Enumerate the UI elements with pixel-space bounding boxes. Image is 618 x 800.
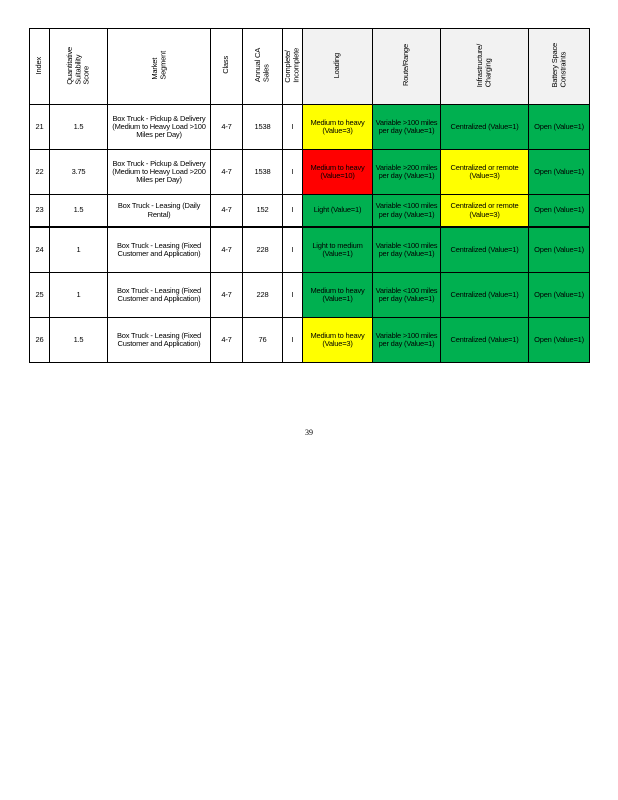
complete-cell: I: [283, 227, 303, 273]
route-cell: Variable >100 miles per day (Value=1): [373, 318, 441, 363]
index-cell: 24: [30, 227, 50, 273]
segment-cell: Box Truck - Pickup & Delivery (Medium to Heavy Load >100 Miles per Day): [108, 105, 211, 150]
score-cell: 1: [50, 273, 108, 318]
sales-cell: 1538: [243, 105, 283, 150]
index-cell: 21: [30, 105, 50, 150]
route-cell: Variable <100 miles per day (Value=1): [373, 227, 441, 273]
header-index: Index: [30, 29, 50, 105]
infra-cell: Centralized (Value=1): [441, 227, 529, 273]
class-cell: 4-7: [211, 105, 243, 150]
score-cell: 1.5: [50, 195, 108, 228]
index-cell: 25: [30, 273, 50, 318]
battery-cell: Open (Value=1): [529, 195, 590, 228]
segment-cell: Box Truck - Leasing (Fixed Customer and Application): [108, 318, 211, 363]
sales-cell: 228: [243, 273, 283, 318]
segment-cell: Box Truck - Leasing (Fixed Customer and Application): [108, 227, 211, 273]
battery-cell: Open (Value=1): [529, 105, 590, 150]
class-cell: 4-7: [211, 227, 243, 273]
class-cell: 4-7: [211, 318, 243, 363]
segment-cell: Box Truck - Pickup & Delivery (Medium to Heavy Load >200 Miles per Day): [108, 150, 211, 195]
header-complete: Complete/ Incomplete: [283, 29, 303, 105]
sales-cell: 1538: [243, 150, 283, 195]
class-cell: 4-7: [211, 150, 243, 195]
header-row: [30, 29, 590, 105]
class-cell: 4-7: [211, 195, 243, 228]
sales-cell: 152: [243, 195, 283, 228]
suitability-table: [29, 28, 590, 363]
loading-cell: Light (Value=1): [303, 195, 373, 228]
index-cell: 22: [30, 150, 50, 195]
route-cell: Variable >200 miles per day (Value=1): [373, 150, 441, 195]
loading-cell: Medium to heavy (Value=3): [303, 318, 373, 363]
infra-cell: Centralized or remote (Value=3): [441, 150, 529, 195]
table-row: [30, 195, 590, 228]
table-row: [30, 227, 590, 273]
page-number: 39: [305, 428, 313, 437]
complete-cell: I: [283, 105, 303, 150]
battery-cell: Open (Value=1): [529, 150, 590, 195]
table-row: [30, 318, 590, 363]
route-cell: Variable <100 miles per day (Value=1): [373, 273, 441, 318]
table-row: [30, 150, 590, 195]
table-row: [30, 273, 590, 318]
segment-cell: Box Truck - Leasing (Daily Rental): [108, 195, 211, 228]
route-cell: Variable <100 miles per day (Value=1): [373, 195, 441, 228]
complete-cell: I: [283, 273, 303, 318]
table-row: [30, 105, 590, 150]
complete-cell: I: [283, 318, 303, 363]
score-cell: 3.75: [50, 150, 108, 195]
score-cell: 1.5: [50, 105, 108, 150]
header-score: Quantitative Suitability Score: [50, 29, 108, 105]
infra-cell: Centralized (Value=1): [441, 105, 529, 150]
header-sales: Annual CA Sales: [243, 29, 283, 105]
complete-cell: I: [283, 150, 303, 195]
score-cell: 1: [50, 227, 108, 273]
header-loading: Loading: [303, 29, 373, 105]
header-segment: Market Segment: [108, 29, 211, 105]
infra-cell: Centralized or remote (Value=3): [441, 195, 529, 228]
header-battery: Battery Space Constraints: [529, 29, 590, 105]
battery-cell: Open (Value=1): [529, 273, 590, 318]
loading-cell: Medium to heavy (Value=3): [303, 105, 373, 150]
index-cell: 26: [30, 318, 50, 363]
battery-cell: Open (Value=1): [529, 227, 590, 273]
score-cell: 1.5: [50, 318, 108, 363]
header-route: Route/Range: [373, 29, 441, 105]
route-cell: Variable >100 miles per day (Value=1): [373, 105, 441, 150]
header-infra: Infrastructure/ Charging: [441, 29, 529, 105]
sales-cell: 76: [243, 318, 283, 363]
class-cell: 4-7: [211, 273, 243, 318]
complete-cell: I: [283, 195, 303, 228]
segment-cell: Box Truck - Leasing (Fixed Customer and Application): [108, 273, 211, 318]
sales-cell: 228: [243, 227, 283, 273]
battery-cell: Open (Value=1): [529, 318, 590, 363]
header-class: Class: [211, 29, 243, 105]
loading-cell: Medium to heavy (Value=1): [303, 273, 373, 318]
index-cell: 23: [30, 195, 50, 228]
infra-cell: Centralized (Value=1): [441, 318, 529, 363]
loading-cell: Light to medium (Value=1): [303, 227, 373, 273]
infra-cell: Centralized (Value=1): [441, 273, 529, 318]
loading-cell: Medium to heavy (Value=10): [303, 150, 373, 195]
